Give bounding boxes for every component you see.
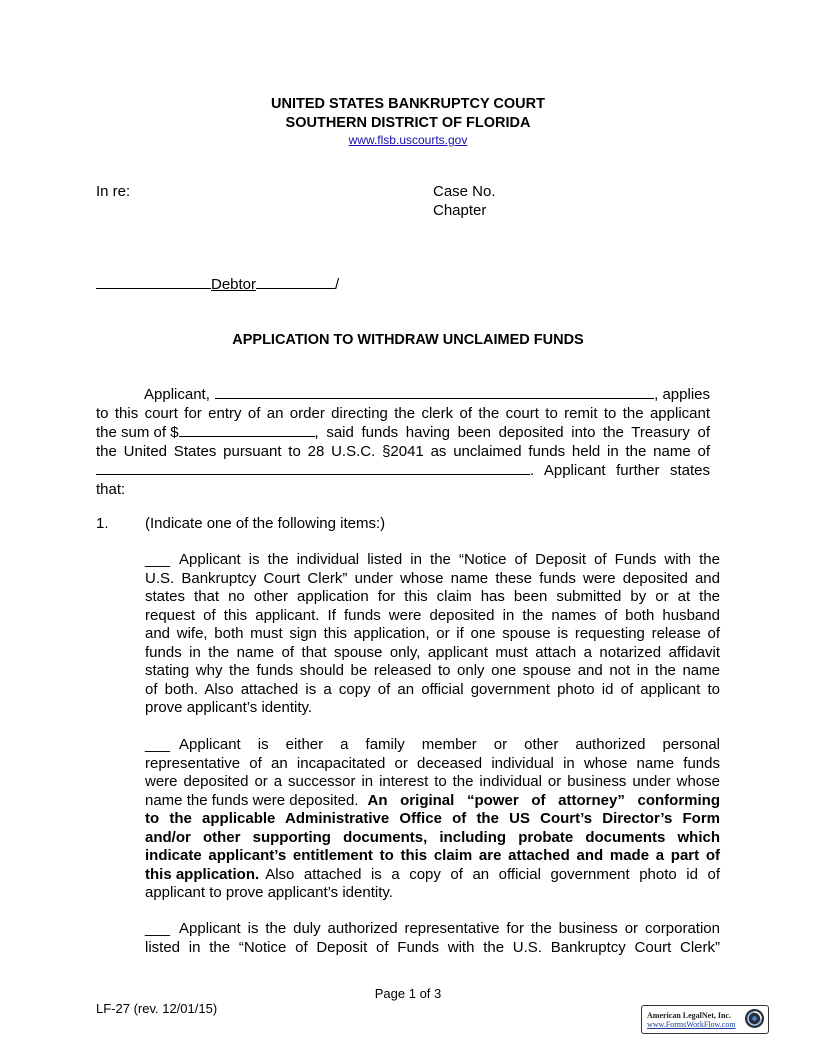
intro-paragraph: [96, 385, 710, 499]
item-number: 1.: [96, 515, 109, 532]
intro-line5: . Applicant further states: [96, 461, 710, 481]
document-title: APPLICATION TO WITHDRAW UNCLAIMED FUNDS: [232, 332, 584, 348]
option-a-paragraph: ___ Applicant is the individual listed in the “Notice of Deposit of Funds with the U.S. Bankruptcy Court Clerk” under whose name these funds were deposited and states that no other application for this claim has been submitted by or at the request of this applicant. If funds were deposited in the names of both husband and wife, both must sign this application, or if one spouse is requesting release of funds in the name of that spouse only, applicant must attach a notarized affidavit stating why the funds should be released to only one spouse and not in the name of both. Also attached is a copy of an official government photo id of applicant to prove applicant’s identity.: [145, 551, 720, 716]
intro-line6: that:: [96, 480, 126, 498]
debtor-label: Debtor: [211, 276, 257, 293]
option-c-checkbox-blank[interactable]: ___: [145, 920, 171, 937]
american-legalnet-logo[interactable]: [641, 1005, 769, 1034]
option-a-checkbox-blank[interactable]: ___: [145, 551, 171, 568]
applicant-name-blank[interactable]: [215, 385, 654, 399]
option-c-paragraph: ___ Applicant is the duly authorized representative for the business or corporation listed in the “Notice of Deposit of Funds with the U.S. Bankruptcy Court Clerk”: [145, 920, 720, 956]
debtor-blank-right[interactable]: [256, 275, 335, 289]
debtor-slash: /: [335, 276, 340, 293]
intro-line1: Applicant, , applies: [144, 386, 710, 403]
logo-website: www.FormsWorkFlow.com: [647, 1020, 736, 1029]
intro-line3: the sum of $ , said funds having been deposited into the Treasury of: [96, 424, 710, 441]
court-website-link[interactable]: www.flsb.uscourts.gov: [348, 133, 468, 147]
item-instruction: (Indicate one of the following items:): [145, 515, 386, 532]
page-number: Page 1 of 3: [374, 986, 442, 1001]
debtor-line: [96, 275, 356, 295]
option-b-paragraph: ___ Applicant is either a family member or other authorized personal representative of an incapacitated or deceased individual in whose name funds were deposited or a successor in interest to the individual or business under whose name the funds were deposited. An original “power of attorney” conforming to the applicable Administrative Office of the US Court’s Director’s Form and/or other supporting documents, including probate documents which indicate applicant’s entitlement to this claim are attached and made a part of this application. Also attached is a copy of an official government photo id of applicant to prove applicant’s identity.: [145, 736, 720, 901]
option-b-checkbox-blank[interactable]: ___: [145, 736, 171, 753]
court-name-line1: UNITED STATES BANKRUPTCY COURT: [271, 96, 545, 112]
chapter-label: Chapter: [433, 202, 487, 219]
case-no-label: Case No.: [433, 183, 496, 200]
intro-line2: to this court for entry of an order directing the clerk of the court to remit to the applicant: [96, 404, 710, 422]
amount-blank[interactable]: [179, 423, 315, 437]
court-name-line2: SOUTHERN DISTRICT OF FLORIDA: [285, 115, 531, 131]
logo-company-name: American LegalNet, Inc.: [647, 1011, 731, 1020]
intro-line4: the United States pursuant to 28 U.S.C. §2041 as unclaimed funds held in the name of: [96, 442, 710, 460]
debtor-blank-left[interactable]: [96, 275, 211, 289]
globe-icon: [744, 1008, 765, 1029]
claimant-name-blank[interactable]: [96, 461, 530, 475]
in-re-label: In re:: [96, 183, 131, 200]
form-id: LF-27 (rev. 12/01/15): [96, 1001, 218, 1016]
